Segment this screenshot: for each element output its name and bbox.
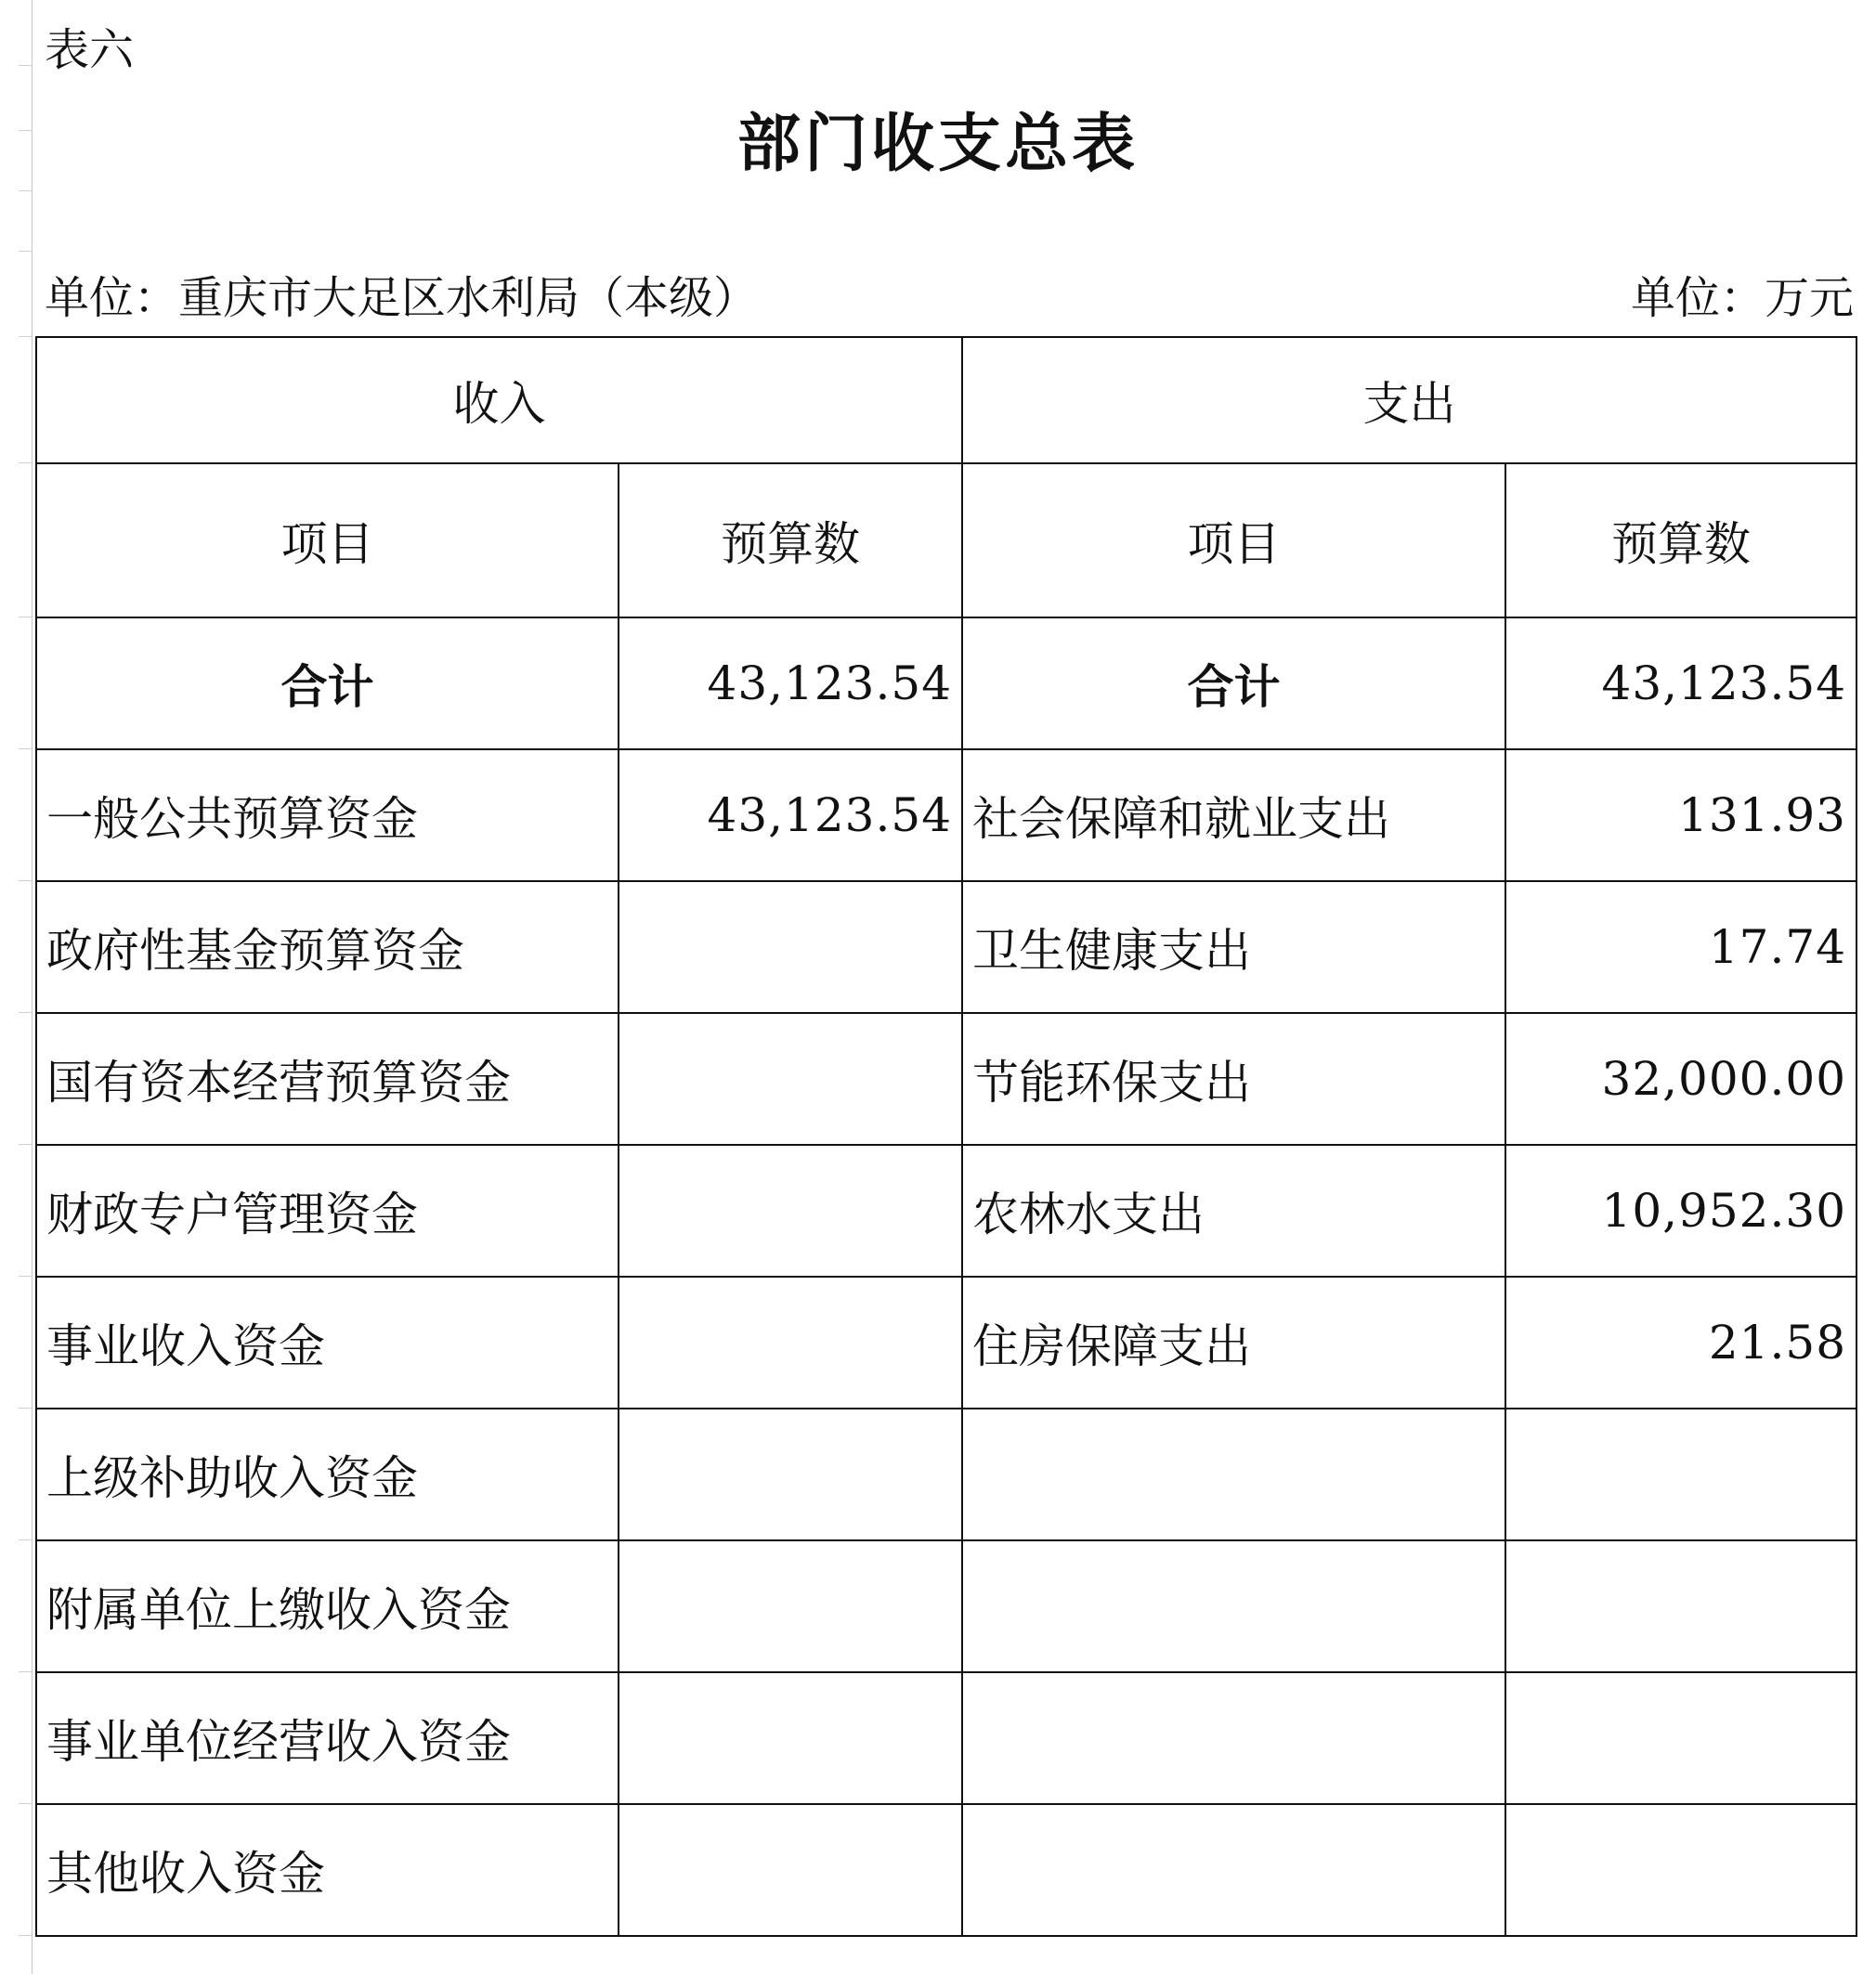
expense-total-amount[interactable]: 43,123.54 [1505, 617, 1856, 749]
expense-total-label[interactable]: 合计 [962, 617, 1505, 749]
total-row [36, 617, 1856, 749]
income-item-cell[interactable]: 政府性基金预算资金 [36, 881, 619, 1013]
gutter-tick [19, 1276, 32, 1277]
budget-rows [36, 749, 1856, 1936]
expense-section-header[interactable]: 支出 [962, 337, 1856, 463]
table-row [36, 1013, 1856, 1145]
expense-item-cell[interactable] [962, 1409, 1505, 1540]
income-amount-cell[interactable] [619, 1409, 962, 1540]
unit-organization: 单位：重庆市大足区水利局（本级） [45, 272, 759, 324]
gutter-tick [19, 748, 32, 749]
gutter-tick [19, 1539, 32, 1540]
gutter-tick [19, 880, 32, 881]
income-total-label[interactable]: 合计 [36, 617, 619, 749]
income-item-cell[interactable]: 附属单位上缴收入资金 [36, 1540, 619, 1672]
column-header-row [36, 463, 1856, 617]
unit-currency: 单位：万元 [1630, 272, 1854, 324]
budget-summary-table [35, 336, 1857, 1937]
table-row [36, 881, 1856, 1013]
income-total-amount[interactable]: 43,123.54 [619, 617, 962, 749]
expense-item-cell[interactable]: 社会保障和就业支出 [962, 749, 1505, 881]
expense-item-cell[interactable]: 卫生健康支出 [962, 881, 1505, 1013]
table-row [36, 1672, 1856, 1804]
expense-amount-cell[interactable]: 10,952.30 [1505, 1145, 1856, 1277]
expense-item-header[interactable]: 项目 [962, 463, 1505, 617]
income-item-cell[interactable]: 事业收入资金 [36, 1277, 619, 1409]
table-row [36, 749, 1856, 881]
expense-amount-cell[interactable]: 21.58 [1505, 1277, 1856, 1409]
expense-amount-cell[interactable]: 131.93 [1505, 749, 1856, 881]
gutter-tick [19, 1144, 32, 1145]
gutter-tick [19, 1671, 32, 1672]
expense-item-cell[interactable] [962, 1672, 1505, 1804]
income-section-header[interactable]: 收入 [36, 337, 962, 463]
gutter-tick [19, 190, 32, 191]
expense-item-cell[interactable]: 农林水支出 [962, 1145, 1505, 1277]
expense-amount-cell[interactable] [1505, 1672, 1856, 1804]
gutter-tick [19, 336, 32, 337]
income-item-cell[interactable]: 财政专户管理资金 [36, 1145, 619, 1277]
table-row [36, 1409, 1856, 1540]
income-amount-header[interactable]: 预算数 [619, 463, 962, 617]
expense-amount-header[interactable]: 预算数 [1505, 463, 1856, 617]
expense-item-cell[interactable] [962, 1540, 1505, 1672]
section-header-row [36, 337, 1856, 463]
gutter-tick [19, 1935, 32, 1936]
gutter-tick [19, 251, 32, 252]
income-item-cell[interactable]: 上级补助收入资金 [36, 1409, 619, 1540]
gutter-tick [19, 1408, 32, 1409]
income-item-cell[interactable]: 事业单位经营收入资金 [36, 1672, 619, 1804]
income-amount-cell[interactable] [619, 1145, 962, 1277]
gutter-tick [19, 65, 32, 66]
table-row [36, 1804, 1856, 1936]
expense-item-cell[interactable]: 节能环保支出 [962, 1013, 1505, 1145]
table-row [36, 1145, 1856, 1277]
income-item-header[interactable]: 项目 [36, 463, 619, 617]
gutter-tick [19, 1803, 32, 1804]
expense-item-cell[interactable] [962, 1804, 1505, 1936]
table-number: 表六 [45, 24, 135, 76]
expense-item-cell[interactable]: 住房保障支出 [962, 1277, 1505, 1409]
income-item-cell[interactable]: 其他收入资金 [36, 1804, 619, 1936]
income-amount-cell[interactable] [619, 1804, 962, 1936]
page-title: 部门收支总表 [736, 107, 1139, 181]
table-row [36, 1540, 1856, 1672]
income-amount-cell[interactable] [619, 1013, 962, 1145]
income-item-cell[interactable]: 国有资本经营预算资金 [36, 1013, 619, 1145]
table-row [36, 1277, 1856, 1409]
income-amount-cell[interactable] [619, 1277, 962, 1409]
expense-amount-cell[interactable] [1505, 1540, 1856, 1672]
income-item-cell[interactable]: 一般公共预算资金 [36, 749, 619, 881]
spreadsheet-row-gutter [0, 0, 33, 1974]
income-amount-cell[interactable] [619, 1540, 962, 1672]
gutter-tick [19, 1012, 32, 1013]
expense-amount-cell[interactable] [1505, 1409, 1856, 1540]
expense-amount-cell[interactable]: 17.74 [1505, 881, 1856, 1013]
income-amount-cell[interactable] [619, 1672, 962, 1804]
expense-amount-cell[interactable]: 32,000.00 [1505, 1013, 1856, 1145]
expense-amount-cell[interactable] [1505, 1804, 1856, 1936]
gutter-tick [19, 462, 32, 463]
income-amount-cell[interactable] [619, 881, 962, 1013]
income-amount-cell[interactable]: 43,123.54 [619, 749, 962, 881]
